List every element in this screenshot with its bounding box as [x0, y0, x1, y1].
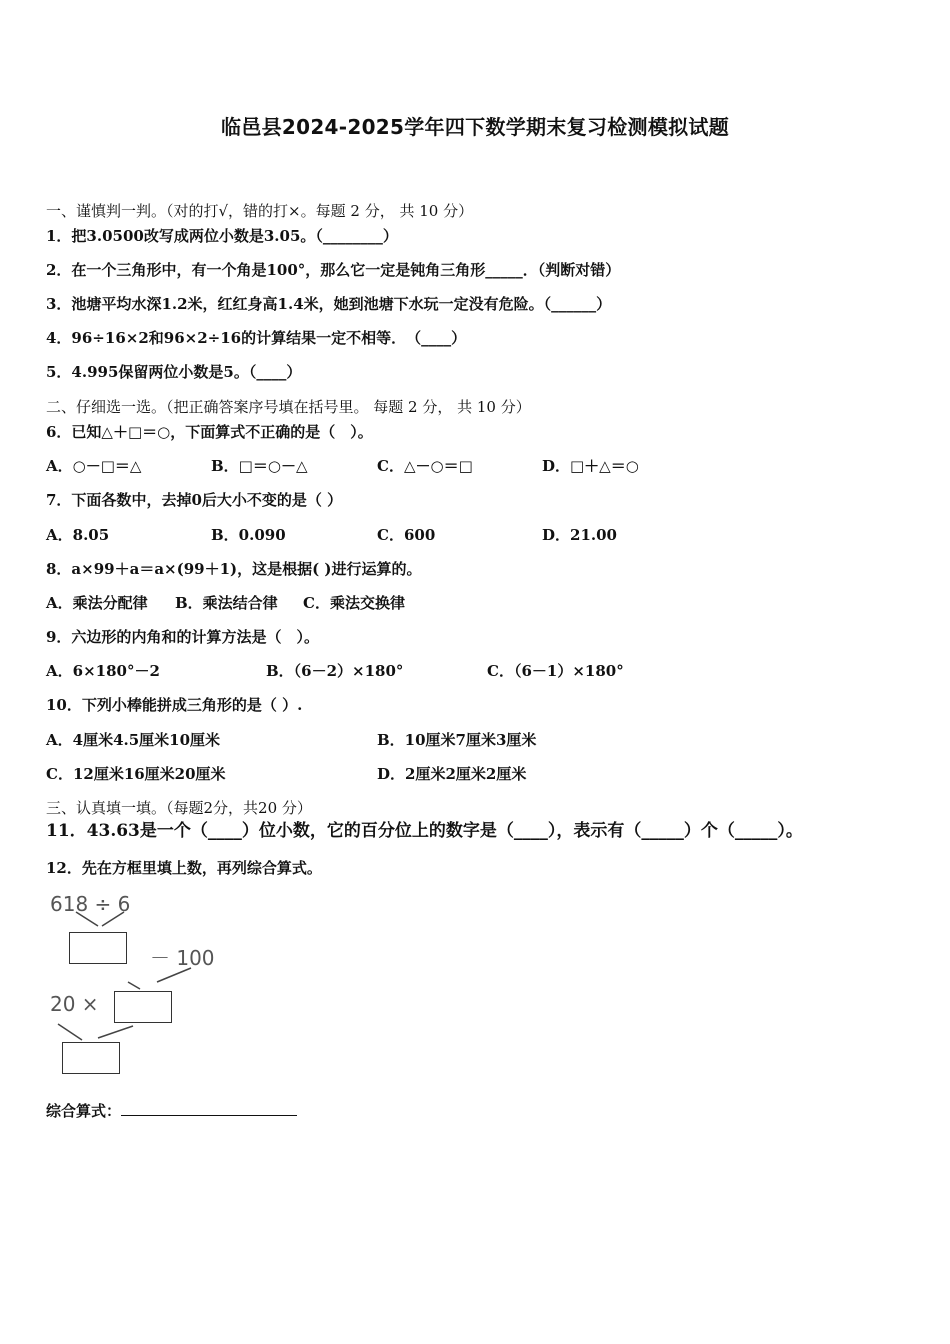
question-4: 4．96÷16×2和96×2÷16的计算结果一定不相等． （____） [46, 329, 467, 347]
q6-option-c: C．△－○＝□ [377, 457, 473, 475]
diagram-minus-expression: － 100 [150, 946, 215, 970]
connector-line [98, 1026, 133, 1038]
answer-box-product[interactable] [62, 1042, 120, 1074]
q9-option-c: C．（6－1）×180° [487, 662, 624, 680]
section-3-heading: 三、认真填一填。（每题2分，共20 分） [46, 799, 312, 817]
question-12: 12．先在方框里填上数，再列综合算式。 [46, 859, 322, 877]
connector-line [102, 912, 124, 926]
connector-line [58, 1024, 82, 1040]
answer-box-difference[interactable] [114, 991, 172, 1023]
q10-option-d: D．2厘米2厘米2厘米 [377, 765, 527, 783]
q9-option-a: A．6×180°－2 [46, 662, 160, 680]
diagram-times-expression: 20 × [50, 992, 99, 1016]
q7-option-b: B．0.090 [211, 526, 286, 544]
combined-formula-blank[interactable] [121, 1100, 297, 1116]
q7-option-a: A．8.05 [46, 526, 110, 544]
q9-option-b: B．（6－2）×180° [266, 662, 404, 680]
q8-option-b: B．乘法结合律 [175, 594, 278, 612]
section-1-heading: 一、谨慎判一判。（对的打√，错的打×。每题 2 分， 共 10 分） [46, 202, 474, 220]
question-1: 1．把3.0500改写成两位小数是3.05。（________） [46, 227, 398, 245]
question-9-stem: 9．六边形的内角和的计算方法是（ ）。 [46, 628, 319, 646]
page-title: 临邑县2024-2025学年四下数学期末复习检测模拟试题 [220, 115, 730, 139]
combined-formula-row [46, 1100, 297, 1121]
question-8-stem: 8．a×99＋a＝a×(99＋1)，这是根据( )进行运算的。 [46, 560, 422, 578]
question-7-stem: 7．下面各数中，去掉0后大小不变的是（ ） [46, 491, 343, 509]
q10-option-b: B．10厘米7厘米3厘米 [377, 731, 537, 749]
q8-option-a: A．乘法分配律 [46, 594, 148, 612]
q10-option-c: C．12厘米16厘米20厘米 [46, 765, 226, 783]
connector-line [76, 912, 98, 926]
diagram-top-expression: 618 ÷ 6 [50, 892, 131, 916]
question-5: 5．4.995保留两位小数是5。（____） [46, 363, 302, 381]
question-11: 11．43.63是一个（____）位小数，它的百分位上的数字是（____），表示有（_____）个（_____）。 [46, 821, 803, 841]
question-6-stem: 6．已知△＋□＝○，下面算式不正确的是（ ）。 [46, 423, 373, 441]
q6-option-a: A．○－□＝△ [46, 457, 142, 475]
q10-option-a: A．4厘米4.5厘米10厘米 [46, 731, 221, 749]
question-3: 3．池塘平均水深1.2米，红红身高1.4米，她到池塘下水玩一定没有危险。（______） [46, 295, 612, 313]
connector-line [128, 982, 140, 989]
q8-option-c: C．乘法交换律 [303, 594, 405, 612]
question-10-stem: 10．下列小棒能拼成三角形的是（ ）. [46, 696, 303, 714]
q7-option-c: C．600 [377, 526, 436, 544]
q6-option-b: B．□＝○－△ [211, 457, 308, 475]
q7-option-d: D．21.00 [542, 526, 617, 544]
combined-formula-label: 综合算式： [46, 1102, 122, 1120]
q6-option-d: D．□＋△＝○ [542, 457, 639, 475]
section-2-heading: 二、仔细选一选。（把正确答案序号填在括号里。 每题 2 分， 共 10 分） [46, 398, 531, 416]
question-2: 2．在一个三角形中，有一个角是100°，那么它一定是钝角三角形_____．（判断对错） [46, 261, 621, 279]
answer-box-quotient[interactable] [69, 932, 127, 964]
